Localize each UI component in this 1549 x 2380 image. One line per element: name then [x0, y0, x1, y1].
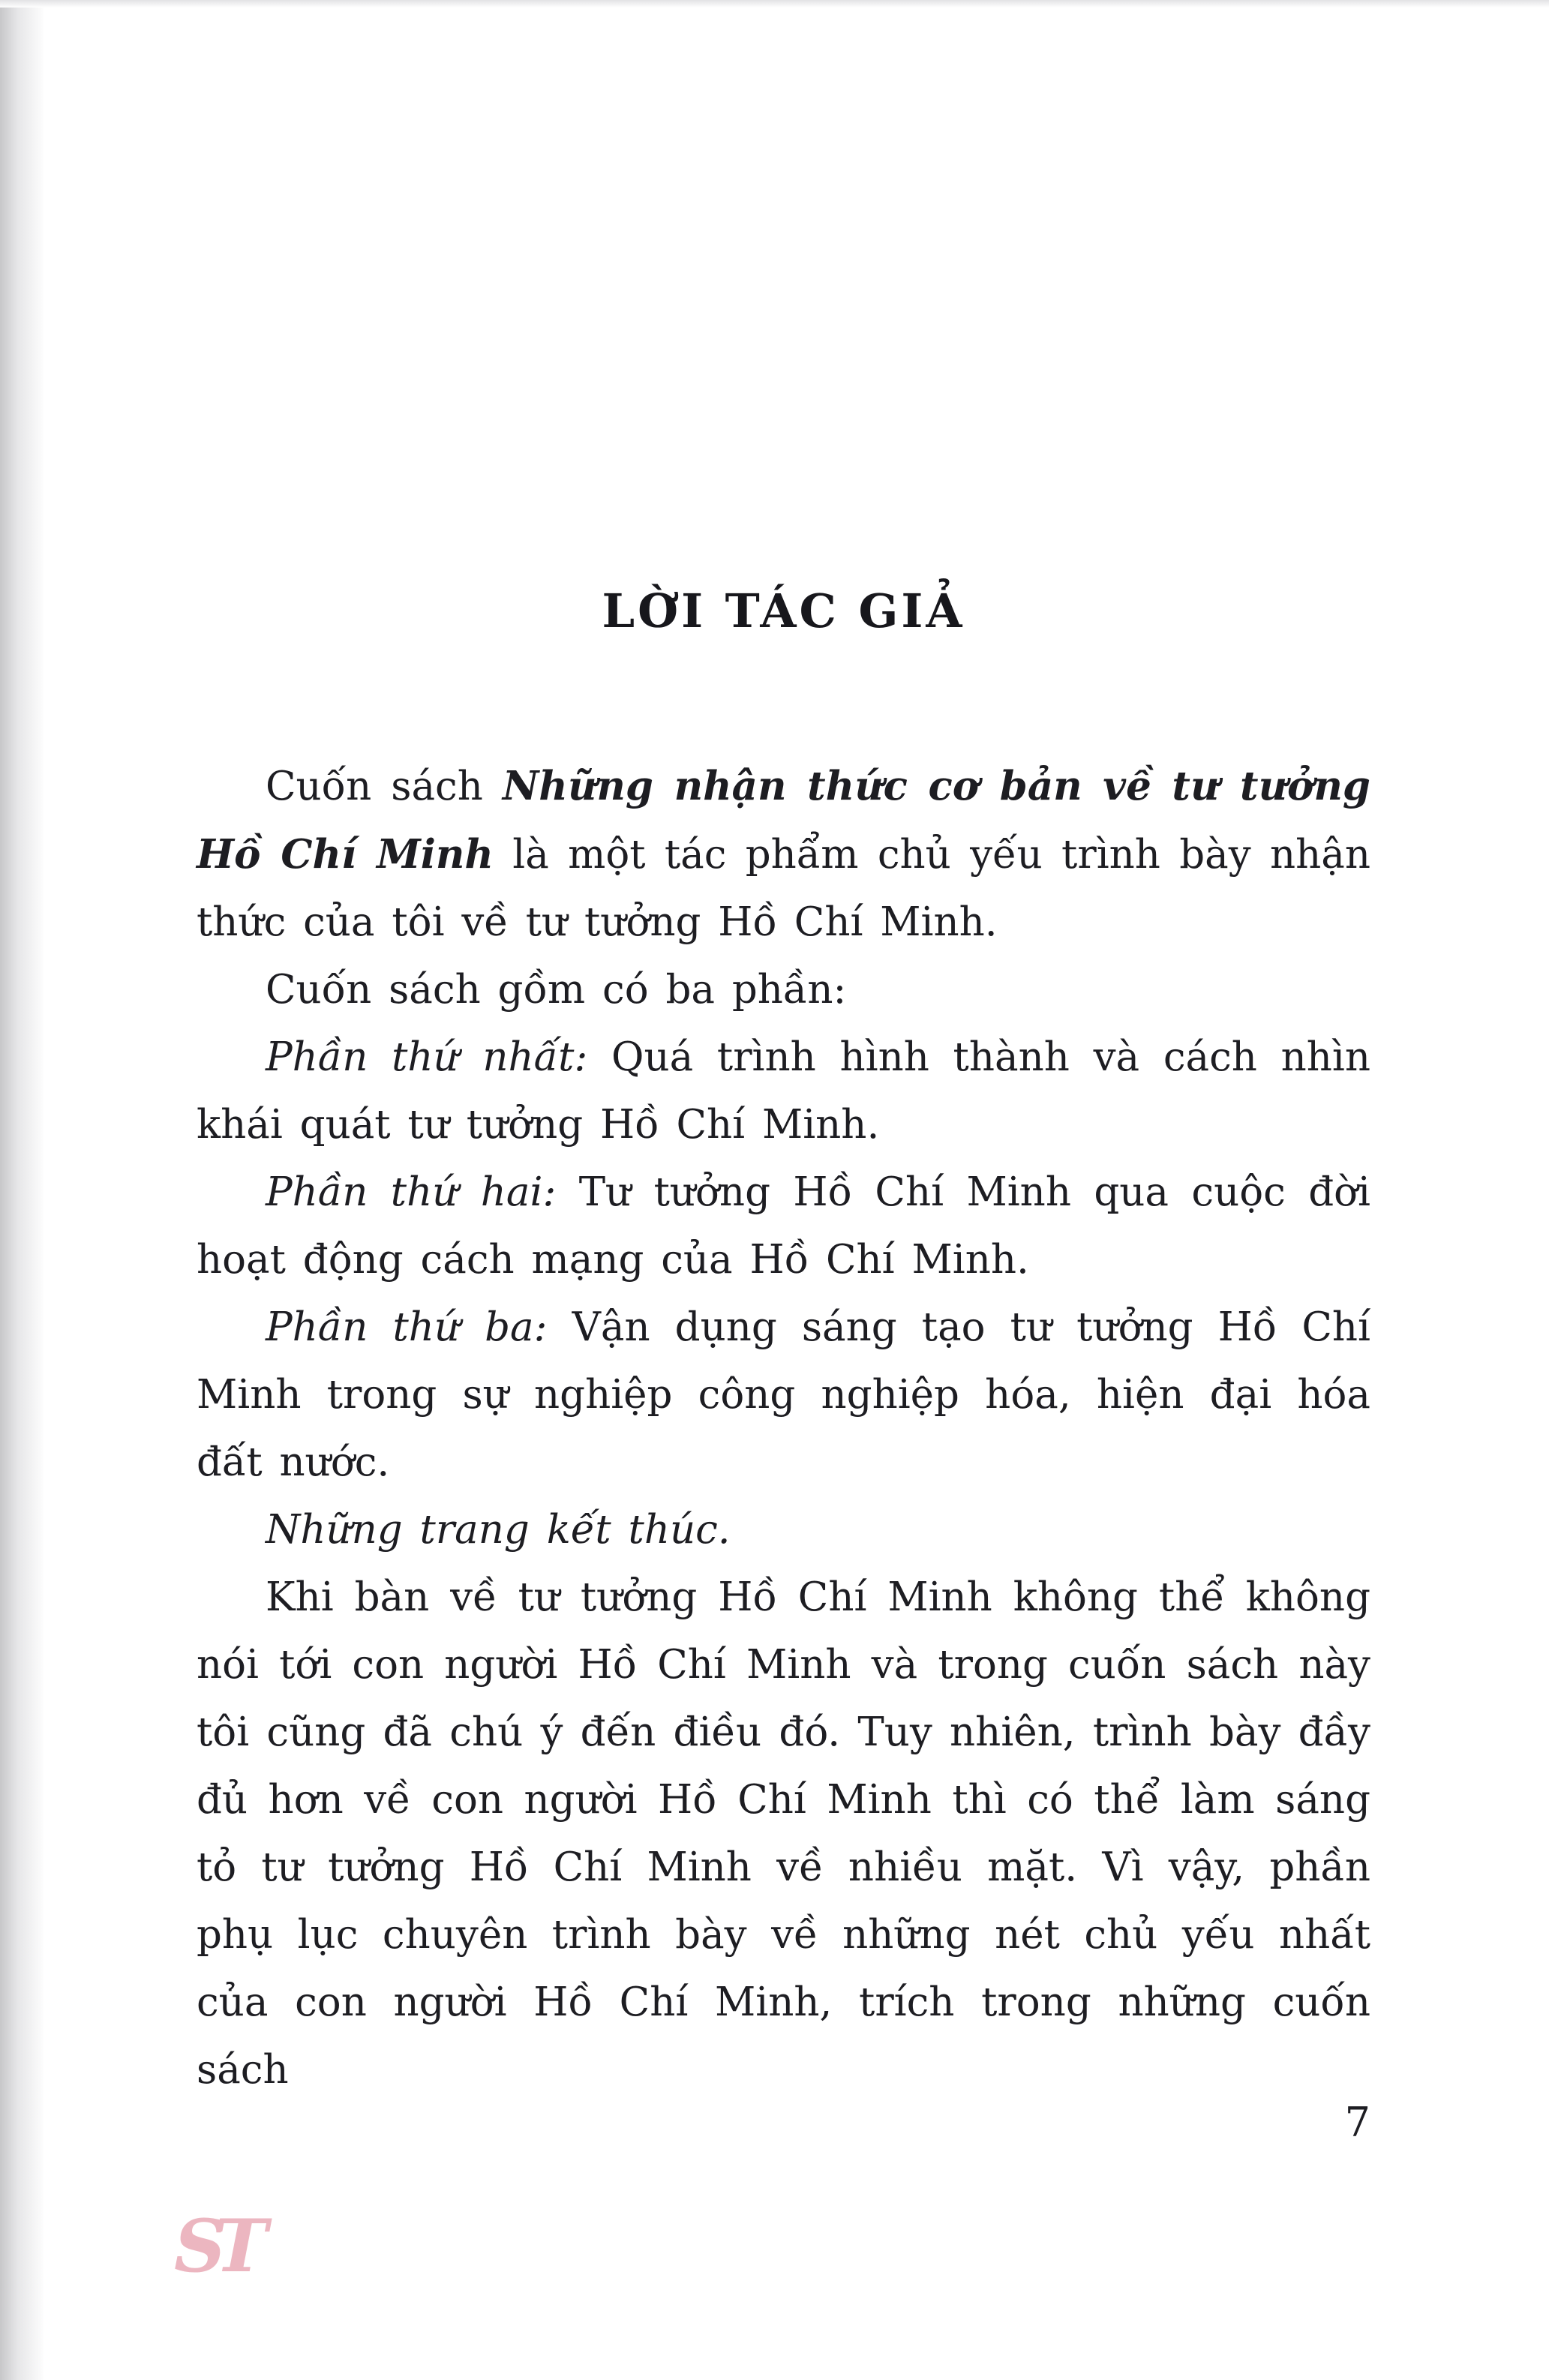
- text-run: Cuốn sách: [266, 764, 503, 809]
- text-run: Những trang kết thúc.: [266, 1507, 731, 1553]
- paragraph: [197, 1496, 1370, 1564]
- text-run: Vận dụng sáng tạo tư tưởng Hồ Chí Minh trong sự nghiệp công nghiệp hóa, hiện đại hóa đất nước.: [197, 1304, 1370, 1485]
- book-page-content: [197, 0, 1370, 2104]
- scan-edge-shadow-left: [0, 0, 44, 2380]
- text-run: Cuốn sách gồm có ba phần:: [266, 967, 847, 1013]
- page-title: LỜI TÁC GIẢ: [602, 584, 965, 638]
- paragraph: [197, 752, 1370, 956]
- text-run: Những nhận thức cơ bản về tư tưởng Hồ Chí Minh: [197, 763, 1370, 878]
- paragraph: [197, 1159, 1370, 1294]
- text-run: Phần thứ hai:: [266, 1169, 557, 1215]
- paragraph: [197, 956, 1370, 1024]
- paragraph: [197, 1024, 1370, 1159]
- paragraph: [197, 1294, 1370, 1496]
- page-body: [197, 752, 1370, 2104]
- page-number: 7: [1344, 2099, 1370, 2146]
- watermark-st-logo: ST: [174, 2204, 256, 2288]
- text-run: là một tác phẩm chủ yếu trình bày nhận thức của tôi về tư tưởng Hồ Chí Minh.: [197, 832, 1370, 945]
- text-run: Tư tưởng Hồ Chí Minh qua cuộc đời hoạt động cách mạng của Hồ Chí Minh.: [197, 1169, 1370, 1283]
- text-run: Khi bàn về tư tưởng Hồ Chí Minh không thể không nói tới con người Hồ Chí Minh và trong cuốn sách này tôi cũng đã chú ý đến điều đó. Tuy nhiên, trình bày đầy đủ hơn về con người Hồ Chí Minh thì có thể làm sáng tỏ tư tưởng Hồ Chí Minh về nhiều mặt. Vì vậy, phần phụ lục chuyên trình bày về những nét chủ yếu nhất của con người Hồ Chí Minh, trích trong những cuốn sách: [197, 1574, 1370, 2093]
- paragraph: [197, 1564, 1370, 2104]
- text-run: Phần thứ ba:: [266, 1304, 548, 1350]
- text-run: Phần thứ nhất:: [266, 1034, 588, 1080]
- text-run: Quá trình hình thành và cách nhìn khái quát tư tưởng Hồ Chí Minh.: [197, 1034, 1370, 1148]
